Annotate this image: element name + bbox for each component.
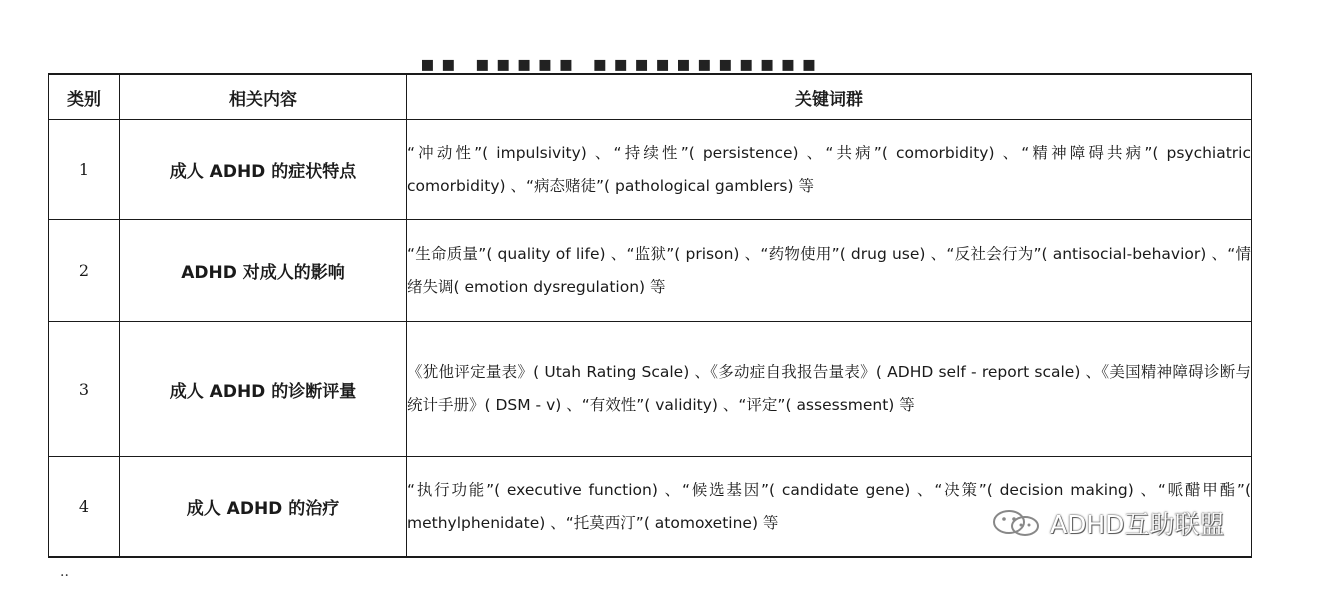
- row-category: 3: [49, 322, 120, 457]
- header-category: 类别: [49, 74, 120, 120]
- row-keywords: “生命质量”( quality of life) 、“监狱”( prison) 、“药物使用”( drug use) 、“反社会行为”( antisocial-behavior) 、“情绪失调( emotion dysregulation) 等: [407, 220, 1252, 322]
- row-category: 2: [49, 220, 120, 322]
- row-category: 4: [49, 457, 120, 558]
- table-row: [49, 322, 1252, 457]
- row-keywords: 《犹他评定量表》( Utah Rating Scale) 、《多动症自我报告量表》( ADHD self - report scale) 、《美国精神障碍诊断与统计手册》( DSM - v) 、“有效性”( validity) 、“评定”( assessment) 等: [407, 322, 1252, 457]
- row-keywords: “执行功能”( executive function) 、“候选基因”( candidate gene) 、“决策”( decision making) 、“哌醋甲酯”( methylphenidate) 、“托莫西汀”( atomoxetine) 等: [407, 457, 1252, 558]
- page-number-cropped: ··: [60, 568, 69, 584]
- table-row: [49, 220, 1252, 322]
- watermark-text: ADHD互助联盟: [1050, 510, 1225, 539]
- header-content: 相关内容: [120, 74, 407, 120]
- table-caption-cropped: ▪▪ ▪▪▪▪▪ ▪▪▪▪▪▪▪▪▪▪▪: [420, 52, 823, 77]
- row-content: 成人 ADHD 的治疗: [120, 457, 407, 558]
- row-category: 1: [49, 120, 120, 220]
- header-keywords: 关键词群: [407, 74, 1252, 120]
- row-content: 成人 ADHD 的症状特点: [120, 120, 407, 220]
- table-header-row: [49, 74, 1252, 120]
- keyword-table: [48, 73, 1252, 558]
- table-row: [49, 120, 1252, 220]
- row-keywords: “冲动性”( impulsivity) 、“持续性”( persistence) 、“共病”( comorbidity) 、“精神障碍共病”( psychiatric comorbidity) 、“病态赌徒”( pathological gamblers) 等: [407, 120, 1252, 220]
- row-content: 成人 ADHD 的诊断评量: [120, 322, 407, 457]
- watermark: [990, 505, 1224, 541]
- row-content: ADHD 对成人的影响: [120, 220, 407, 322]
- wechat-icon: [990, 508, 1044, 538]
